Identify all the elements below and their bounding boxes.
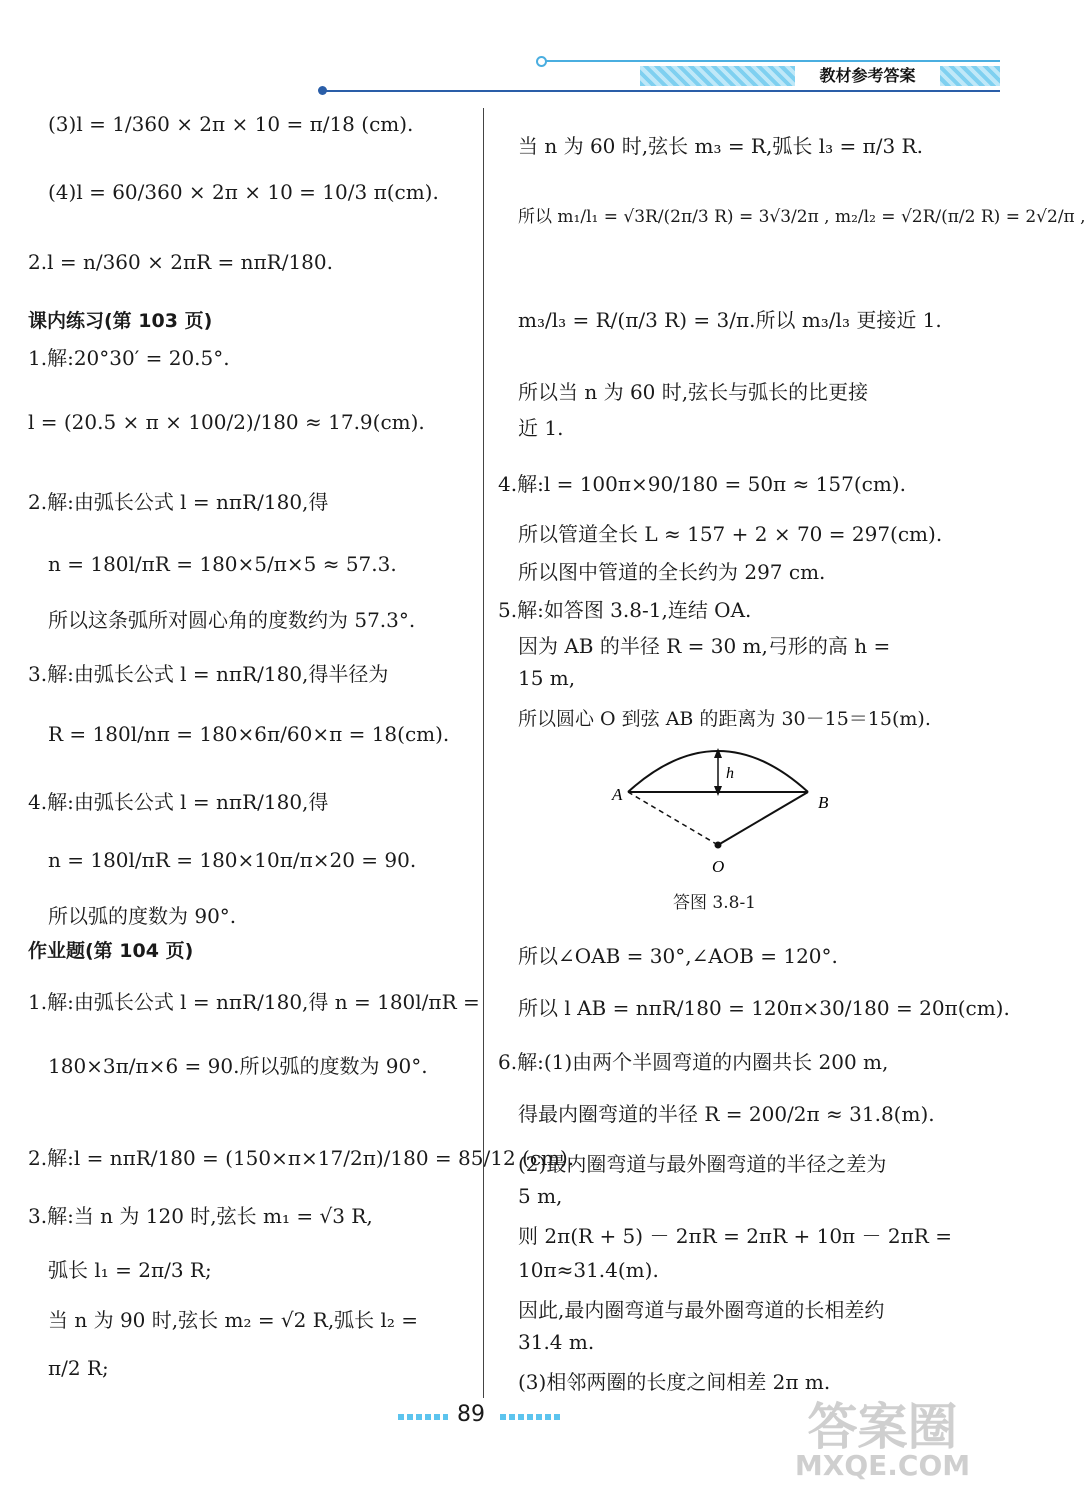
answer-line: 5.解:如答图 3.8-1,连结 OA. [498,598,752,622]
arrow-up [714,748,722,758]
label-b: B [818,793,829,812]
answer-line: 4.解:l = 100π×90/180 = 50π ≈ 157(cm). [498,472,906,496]
answer-line: 2.解:l = nπR/180 = (150×π×17/2π)/180 = 85/12 (cm). [28,1146,575,1170]
answer-line: 3.解:由弧长公式 l = nπR/180,得半径为 [28,662,389,686]
footer-bar-left [398,1414,448,1420]
answer-line: 所以弧的度数为 90°. [48,904,237,928]
answer-line: m₃/l₃ = R/(π/3 R) = 3/π.所以 m₃/l₃ 更接近 1. [518,308,942,332]
label-h: h [726,765,734,782]
answer-line: l = (20.5 × π × 100/2)/180 ≈ 17.9(cm). [28,410,425,434]
answer-line: 所以管道全长 L ≈ 157 + 2 × 70 = 297(cm). [518,522,943,546]
header-top-rule [540,60,1000,62]
answer-line: 180×3π/π×6 = 90.所以弧的度数为 90°. [48,1054,428,1078]
radius-oa [628,792,718,845]
answer-line: 所以这条弧所对圆心角的度数约为 57.3°. [48,608,416,632]
answer-line: (4)l = 60/360 × 2π × 10 = 10/3 π(cm). [48,180,439,204]
label-a: A [612,785,623,804]
radius-ob [718,792,808,845]
answer-line: 所以 m₁/l₁ = √3R/(2π/3 R) = 3√3/2π , m₂/l₂ = √2R/(π/2 R) = 2√2/π , [518,207,1086,227]
answer-line: 31.4 m. [518,1330,595,1354]
column-divider [483,108,484,1398]
answer-line: 10π≈31.4(m). [518,1258,659,1282]
answer-line: 所以圆心 O 到弦 AB 的距离为 30－15＝15(m). [518,708,931,730]
label-o: O [712,857,725,876]
section-heading: 课内练习(第 103 页) [28,310,213,332]
answer-line: R = 180l/nπ = 180×6π/60×π = 18(cm). [48,722,450,746]
answer-line: 2.l = n/360 × 2πR = nπR/180. [28,250,333,274]
answer-line: 因为 AB 的半径 R = 30 m,弓形的高 h = [518,634,891,658]
header-dot [318,86,327,95]
answer-line: n = 180l/πR = 180×5/π×5 ≈ 57.3. [48,552,397,576]
answer-line: 1.解:20°30′ = 20.5°. [28,346,230,370]
header-label: 教材参考答案 [795,64,940,88]
answer-line: 得最内圈弯道的半径 R = 200/2π ≈ 31.8(m). [518,1102,935,1126]
answer-line: 当 n 为 90 时,弦长 m₂ = √2 R,弧长 l₂ = [48,1308,419,1332]
header-top-dot [536,56,547,67]
center-o [715,842,722,849]
answer-line: 所以 l AB = nπR/180 = 120π×30/180 = 20π(cm). [518,996,1010,1020]
segment-figure [608,730,868,880]
answer-line: 近 1. [518,416,564,440]
watermark-url: MXQE.COM [794,1449,971,1482]
watermark-text: 答案圈 [807,1398,958,1456]
answer-line: (2)最内圈弯道与最外圈弯道的半径之差为 [518,1152,887,1176]
answer-line: 所以∠OAB = 30°,∠AOB = 120°. [518,944,838,968]
section-heading: 作业题(第 104 页) [28,940,194,962]
watermark [770,1398,995,1485]
answer-line: 当 n 为 60 时,弦长 m₃ = R,弧长 l₃ = π/3 R. [518,134,923,158]
answer-line: 所以当 n 为 60 时,弦长与弧长的比更接 [518,380,869,404]
answer-line: 所以图中管道的全长约为 297 cm. [518,560,826,584]
answer-line: 弧长 l₁ = 2π/3 R; [48,1258,212,1282]
answer-line: 3.解:当 n 为 120 时,弦长 m₁ = √3 R, [28,1204,373,1228]
answer-line: (3)l = 1/360 × 2π × 10 = π/18 (cm). [48,112,414,136]
figure-caption: 答图 3.8-1 [673,893,756,913]
answer-line: 15 m, [518,666,576,690]
answer-line: 1.解:由弧长公式 l = nπR/180,得 n = 180l/πR = [28,990,480,1014]
answer-line: (3)相邻两圈的长度之间相差 2π m. [518,1370,831,1394]
answer-line: 5 m, [518,1184,563,1208]
page-number: 89 [457,1402,485,1427]
header-rule [320,90,1000,92]
answer-line: 2.解:由弧长公式 l = nπR/180,得 [28,490,329,514]
answer-line: n = 180l/πR = 180×10π/π×20 = 90. [48,848,417,872]
answer-line: 4.解:由弧长公式 l = nπR/180,得 [28,790,329,814]
answer-line: 则 2π(R + 5) － 2πR = 2πR + 10π － 2πR = [518,1224,952,1248]
answer-line: 6.解:(1)由两个半圆弯道的内圈共长 200 m, [498,1050,889,1074]
answer-line: π/2 R; [48,1356,109,1380]
answer-line: 因此,最内圈弯道与最外圈弯道的长相差约 [518,1298,885,1322]
footer-bar-right [500,1414,560,1420]
